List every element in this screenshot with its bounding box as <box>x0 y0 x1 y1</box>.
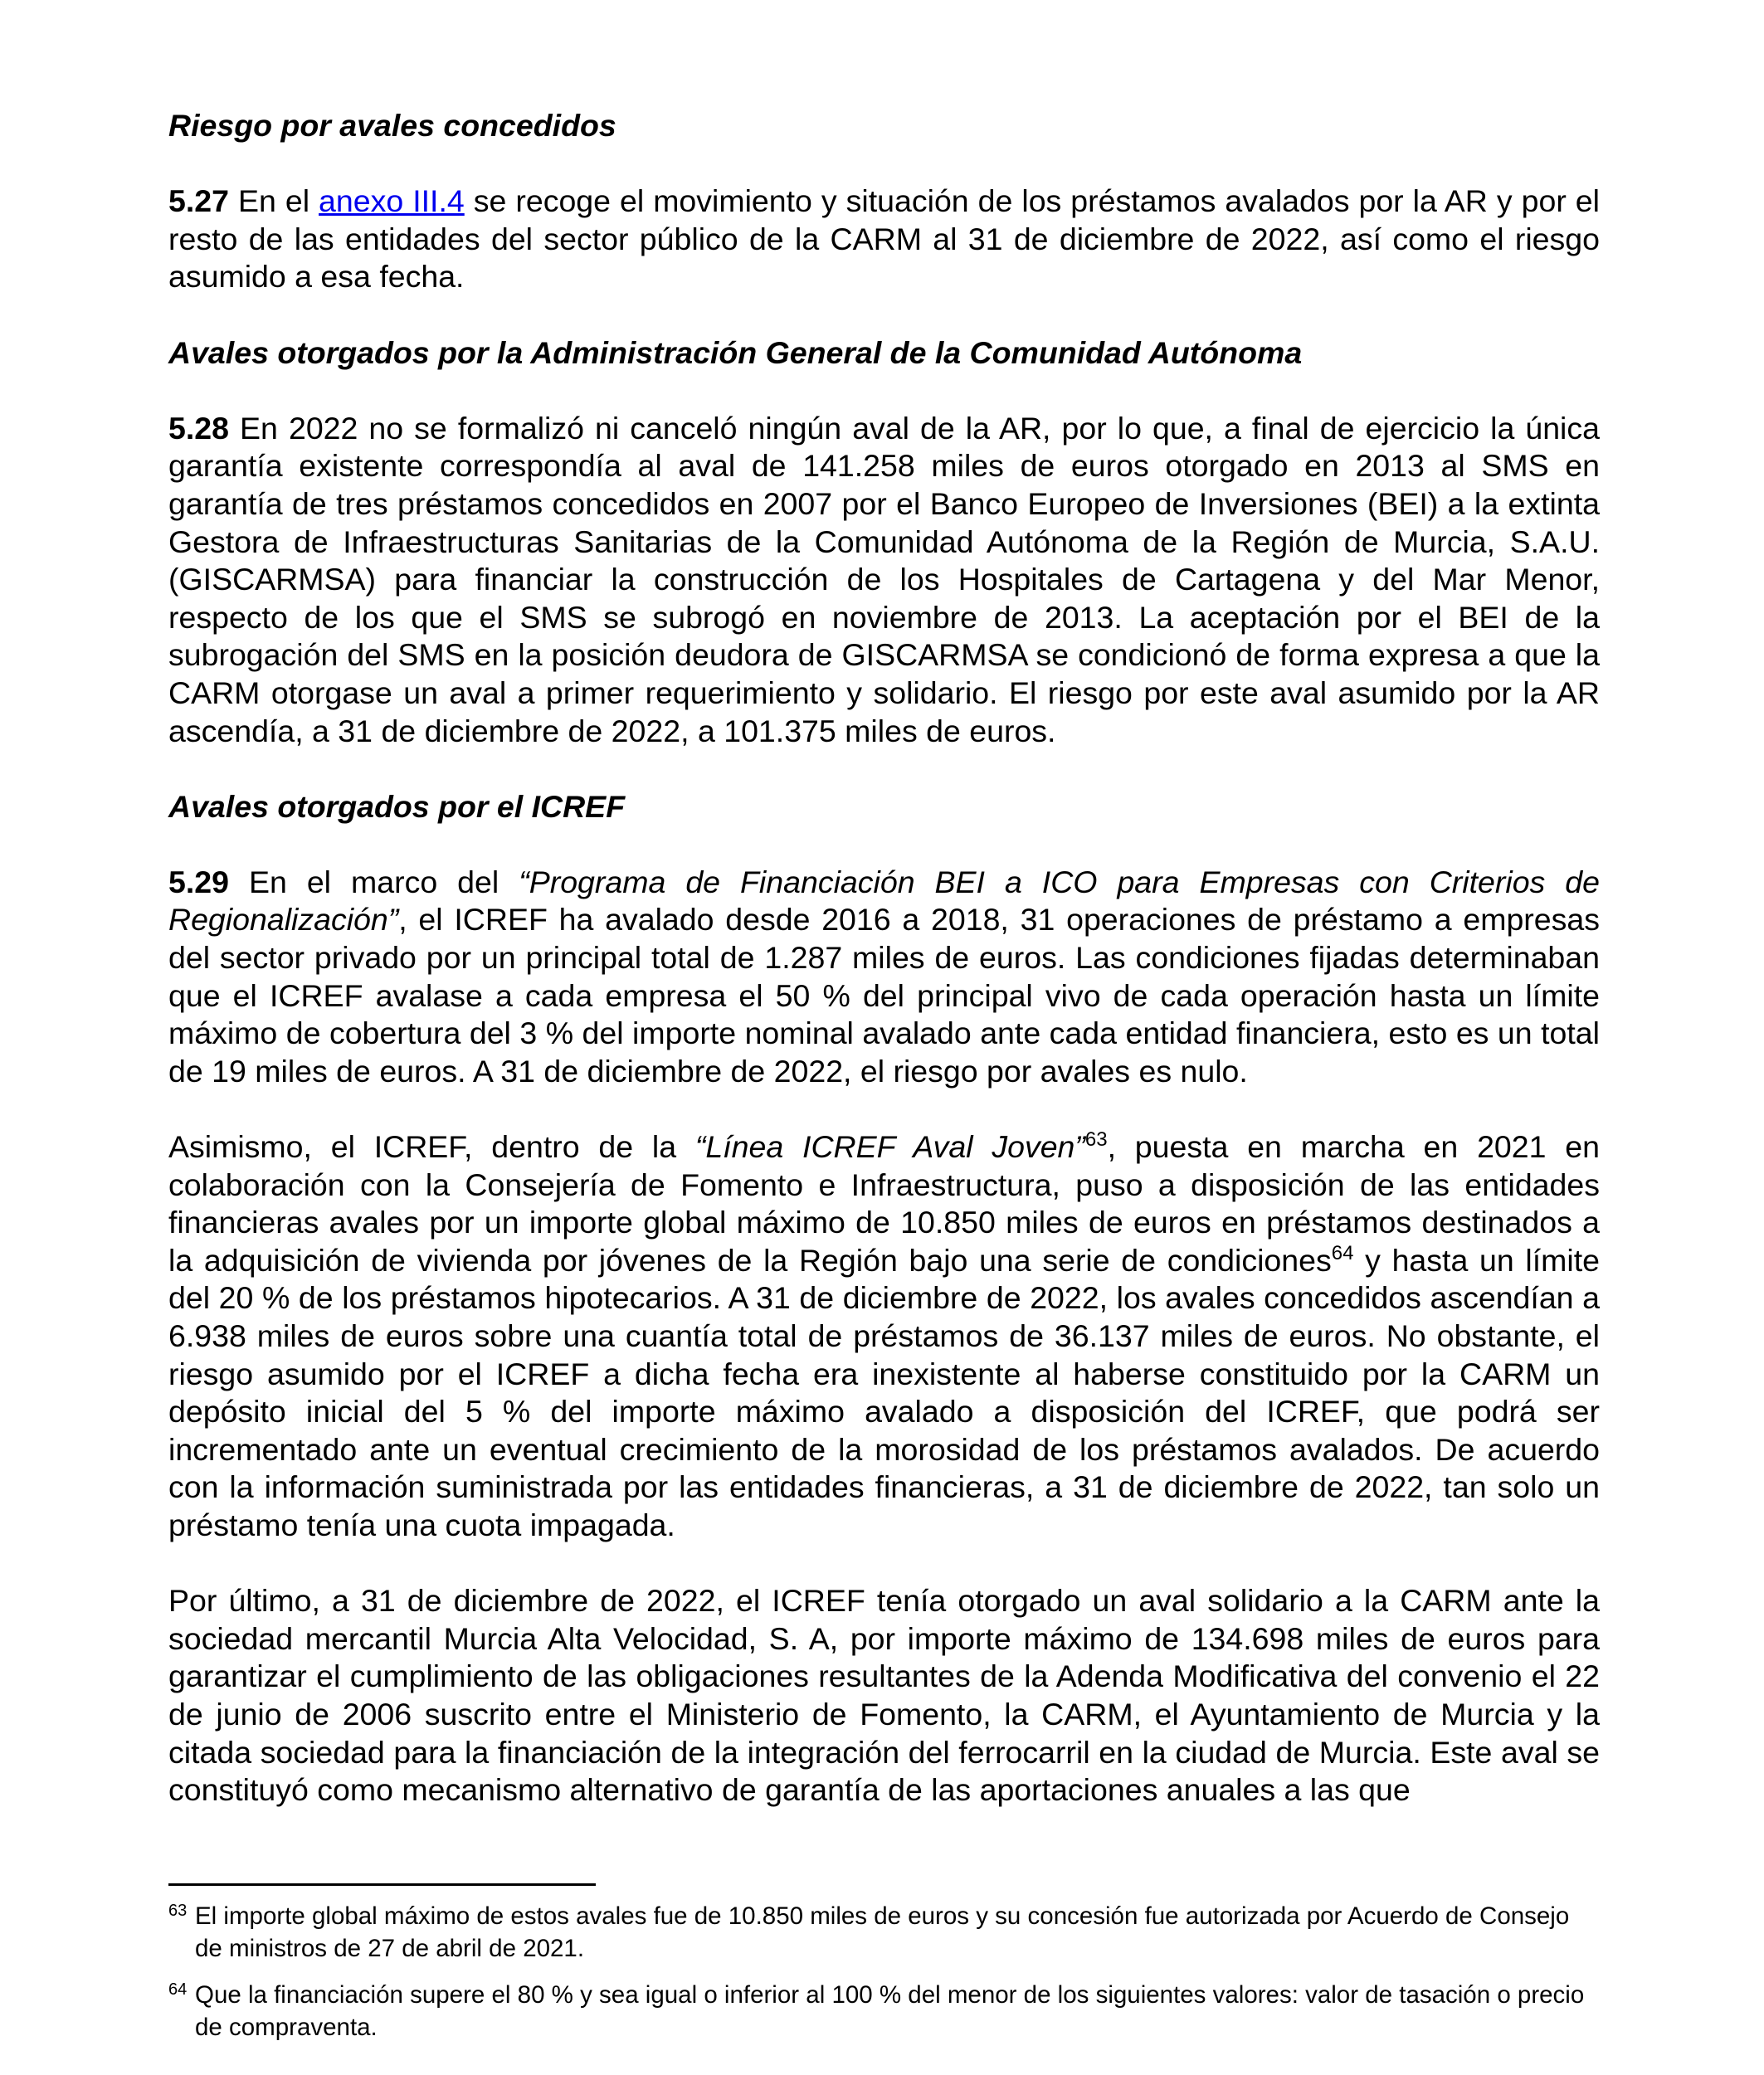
text: y hasta un límite del 20 % de los préstamos hipotecarios. A 31 de diciembre de 2022, los avales concedidos ascendían a 6.938 miles de euros sobre una cuantía total de préstamos de 36.137 miles de euros. No obstante, el riesgo asumido por el ICREF a dicha fecha era inexistente al haberse constituido por la CARM un depósito inicial del 5 % del importe máximo avalado a disposición del ICREF, que podrá ser incrementado ante un eventual crecimiento de la morosidad de los préstamos avalados. De acuerdo con la información suministrada por las entidades financieras, a 31 de diciembre de 2022, tan solo un préstamo tenía una cuota impagada. <box>168 1242 1600 1542</box>
footnotes <box>168 1901 1600 2058</box>
paragraph-number: 5.29 <box>168 864 229 899</box>
text: se recoge el movimiento y situación de los préstamos avalados por la AR y por el resto de las entidades del sector público de la CARM al 31 de diciembre de 2022, así como el riesgo asumido a esa fecha. <box>168 183 1600 295</box>
footnote-ref-64[interactable]: 64 <box>1331 1241 1354 1264</box>
text: Asimismo, el ICREF, dentro de la <box>168 1129 695 1165</box>
footnote-text: Que la financiación supere el 80 % y sea igual o inferior al 100 % del menor de los siguientes valores: valor de tasación o precio de compraventa. <box>195 1981 1585 2041</box>
paragraph-number: 5.27 <box>168 183 229 219</box>
footnote-64: $^{64}$ Que la financiación supere el 80 % y sea igual o inferior al 100 % del menor de los siguientes valores: valor de tasación o precio de compraventa. <box>168 1980 1585 2041</box>
text: En 2022 no se formalizó ni canceló ningún aval de la AR, por lo que, a final de ejercicio la única garantía existente correspondía al aval de 141.258 miles de euros otorgado en 2013 al SMS en garantía de tres préstamos concedidos en 2007 por el Banco Europeo de Inversiones (BEI) a la extinta Gestora de Infraestructuras Sanitarias de la Comunidad Autónoma de la Región de Murcia, S.A.U. (GISCARMSA) para financiar la construcción de los Hospitales de Cartagena y del Mar Menor, respecto de los que el SMS se subrogó en noviembre de 2013. La aceptación por el BEI de la subrogación del SMS en la posición deudora de GISCARMSA se condicionó de forma expresa a que la CARM otorgase un aval a primer requerimiento y solidario. El riesgo por este aval asumido por la AR ascendía, a 31 de diciembre de 2022, a 101.375 miles de euros. <box>168 410 1600 748</box>
paragraph-asimismo <box>168 1128 1600 1545</box>
footnote-separator <box>168 1883 596 1886</box>
footnote-text: El importe global máximo de estos avales fue de 10.850 miles de euros y su concesión fue autorizada por Acuerdo de Consejo de ministros de 27 de abril de 2021. <box>195 1902 1570 1962</box>
footnote-63: $^{63}$ El importe global máximo de estos avales fue de 10.850 miles de euros y su concesión fue autorizada por Acuerdo de Consejo de ministros de 27 de abril de 2021. <box>168 1902 1570 1962</box>
paragraph-number: 5.28 <box>168 410 229 446</box>
footnote-ref-63[interactable]: 63 <box>1084 1128 1108 1152</box>
text: , puesta en marcha en 2021 en colaboración con la Consejería de Fomento e Infraestructura, puso a disposición de las entidades financieras avales por un importe global máximo de 10.850 miles de euros en préstamos destinados a la adquisición de vivienda por jóvenes de la Región bajo una serie de condiciones <box>168 1129 1600 1278</box>
paragraph-5-28 <box>168 410 1600 750</box>
document-body <box>168 107 1600 1847</box>
text: En el marco del <box>229 864 519 899</box>
anexo-link[interactable]: anexo III.4 <box>319 183 465 219</box>
paragraph-por-ultimo: Por último, a 31 de diciembre de 2022, el ICREF tenía otorgado un aval solidario a la CARM ante la sociedad mercantil Murcia Alta Velocidad, S. A, por importe máximo de 134.698 miles de euros para garantizar el cumplimiento de las obligaciones resultantes de la Adenda Modificativa del convenio el 22 de junio de 2006 suscrito entre el Ministerio de Fomento, la CARM, el Ayuntamiento de Murcia y la citada sociedad para la financiación de la integración del ferrocarril en la ciudad de Murcia. Este aval se constituyó como mecanismo alternativo de garantía de las aportaciones anuales a las que <box>168 1583 1600 1808</box>
text: , el ICREF ha avalado desde 2016 a 2018, 31 operaciones de préstamo a empresas del sector privado por un principal total de 1.287 miles de euros. Las condiciones fijadas determinaban que el ICREF avalase a cada empresa el 50 % del principal vivo de cada operación hasta un límite máximo de cobertura del 3 % del importe nominal avalado ante cada entidad financiera, esto es un total de 19 miles de euros. A 31 de diciembre de 2022, el riesgo por avales es nulo. <box>168 902 1600 1089</box>
program-title: “Programa de Financiación BEI a ICO para Empresas con Criterios de Regionalización” <box>168 864 1600 938</box>
heading-riesgo-avales: Riesgo por avales concedidos <box>168 108 616 143</box>
heading-avales-administracion: Avales otorgados por la Administración General de la Comunidad Autónoma <box>168 334 1303 370</box>
paragraph-5-29 <box>168 864 1600 1091</box>
text: En el <box>229 183 319 219</box>
heading-avales-icref: Avales otorgados por el ICREF <box>168 788 626 824</box>
paragraph-5-27 <box>168 183 1600 296</box>
line-title: “Línea ICREF Aval Joven” <box>694 1129 1085 1165</box>
